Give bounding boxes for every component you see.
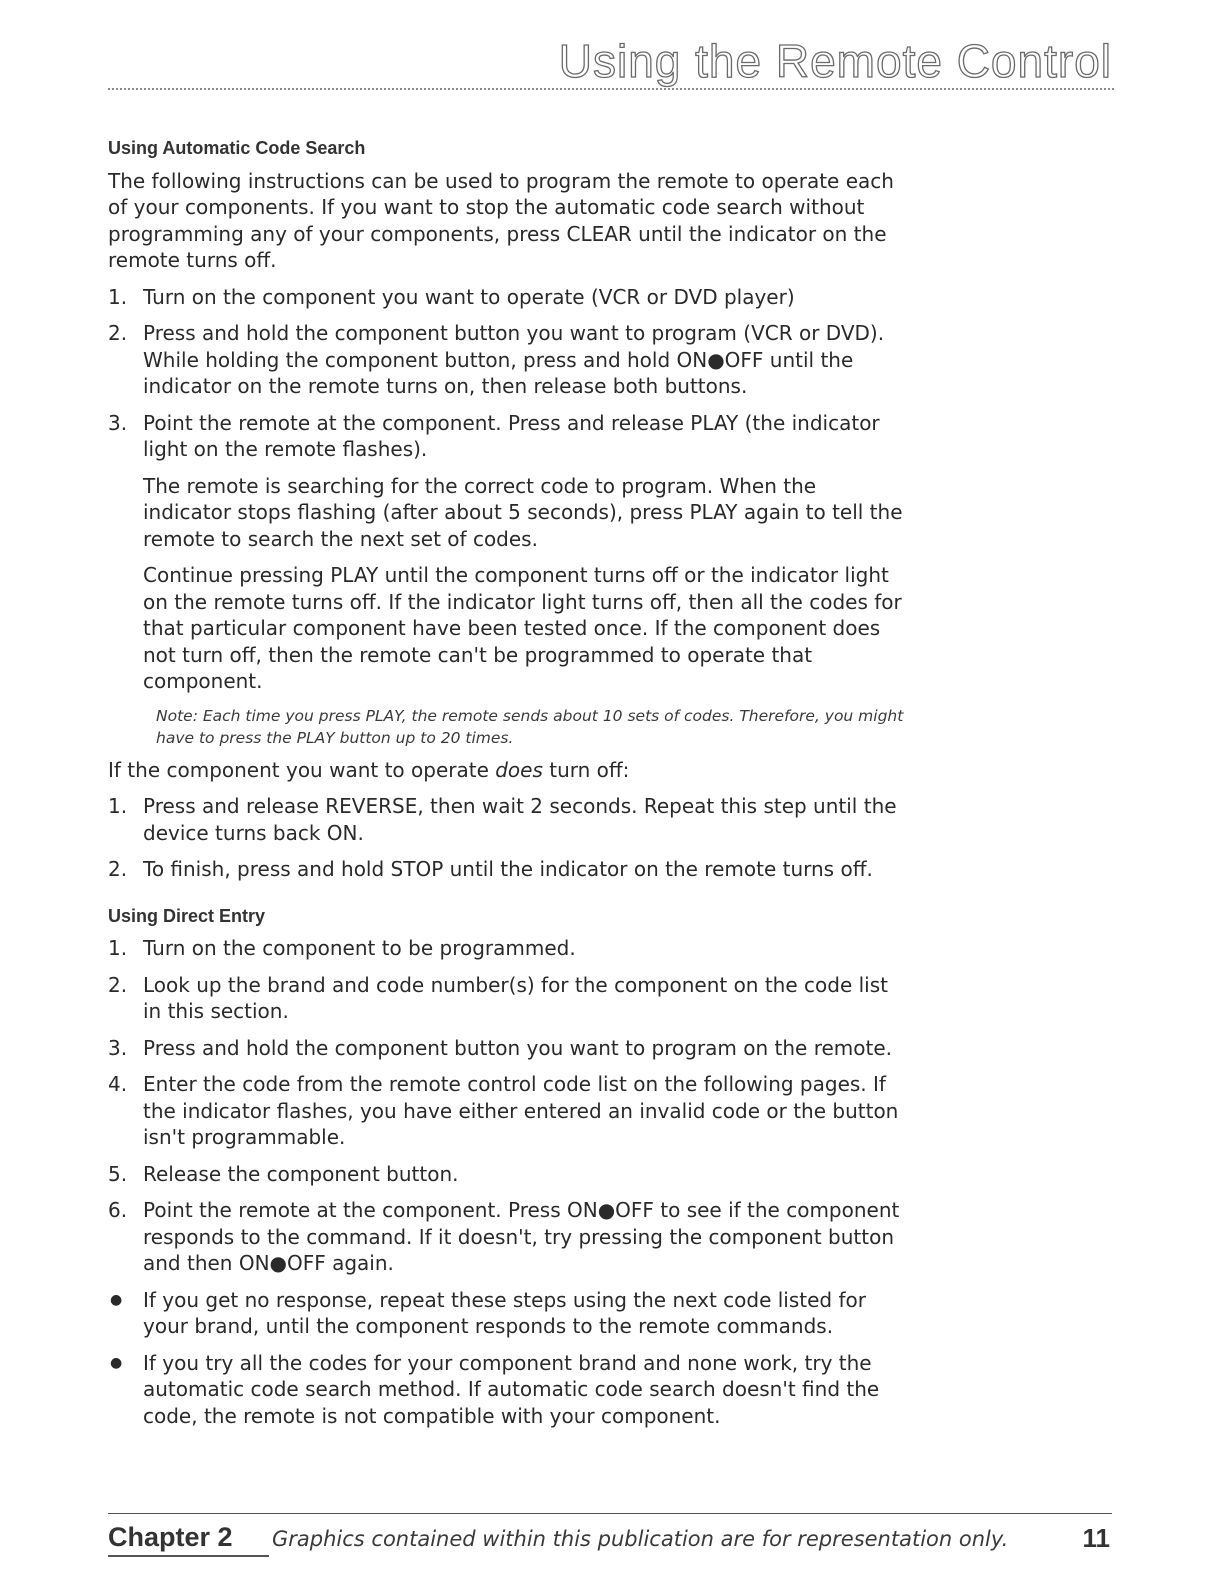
note-text: Note: Each time you press PLAY, the remote sends about 10 sets of codes. Therefore, you might have to press the PLAY button up to 20 times. [156, 706, 904, 747]
step-number: 4. [108, 1072, 128, 1096]
step-text: Look up the brand and code number(s) for the component on the code list in this section. [143, 972, 888, 1023]
page-number: 11 [1082, 1523, 1110, 1553]
bullet-icon: ● [110, 1291, 123, 1308]
turn-off-steps [108, 793, 908, 883]
step-text: Release the component button. [143, 1161, 459, 1186]
list-item [108, 1287, 908, 1340]
step-number: 6. [108, 1198, 128, 1222]
step-number: 1. [108, 284, 128, 309]
step-number: 2. [108, 972, 128, 997]
list-item [108, 793, 908, 846]
turn-off-lead-emphasis: does [495, 757, 543, 782]
direct-entry-steps [108, 935, 908, 1277]
list-item [108, 856, 908, 883]
step-text: Point the remote at the component. Press ON●OFF to see if the component responds to the command. If it doesn't, try pressing the component button and then ON●OFF again. [143, 1198, 900, 1275]
auto-search-steps [108, 284, 908, 695]
step-number: 3. [108, 410, 128, 435]
footer-divider [108, 1513, 1112, 1514]
step-number: 2. [108, 857, 128, 881]
chapter-label: Chapter 2 [108, 1522, 269, 1557]
list-item [108, 935, 908, 962]
list-item [108, 1035, 908, 1062]
step-number: 5. [108, 1161, 128, 1186]
list-item [108, 410, 908, 695]
footer-note: Graphics contained within this publication are for representation only. [272, 1527, 1009, 1551]
step-text: To finish, press and hold STOP until the indicator on the remote turns off. [143, 857, 873, 881]
turn-off-lead-end: turn off: [542, 757, 630, 782]
step-number: 1. [108, 794, 128, 818]
list-item [108, 284, 908, 311]
main-content [108, 135, 908, 1439]
list-item [108, 1350, 908, 1430]
step-text: Press and hold the component button you want to program on the remote. [143, 1035, 893, 1060]
section-heading-direct-entry: Using Direct Entry [108, 905, 266, 926]
turn-off-lead-start: If the component you want to operate [108, 757, 496, 782]
list-item [108, 1161, 908, 1188]
step-text: Turn on the component to be programmed. [143, 936, 576, 960]
step-detail: Continue pressing PLAY until the component turns off or the indicator light on the remote turns off. If the indicator light turns off, then all the codes for that particular component have been tested once. If the component does not turn off, then the remote can't be programmed to operate that component. [143, 563, 902, 693]
list-item [108, 1071, 908, 1151]
step-text: Press and hold the component button you want to program (VCR or DVD). While holding the component button, press and hold ON●OFF until the indicator on the remote turns on, then release both buttons. [143, 321, 885, 398]
step-number: 1. [108, 936, 128, 960]
step-number: 2. [108, 321, 128, 345]
bullet-text: If you try all the codes for your component brand and none work, try the automatic code search method. If automatic code search doesn't find the code, the remote is not compatible with your component. [143, 1350, 880, 1428]
step-text: Enter the code from the remote control code list on the following pages. If the indicator flashes, you have either entered an invalid code or the button isn't programmable. [143, 1072, 899, 1149]
step-number: 3. [108, 1035, 128, 1060]
bullet-icon: ● [110, 1354, 123, 1371]
turn-off-lead [108, 757, 908, 784]
list-item [108, 1197, 908, 1277]
title-divider [108, 88, 1114, 90]
step-text: Press and release REVERSE, then wait 2 seconds. Repeat this step until the device turns back ON. [143, 794, 897, 845]
list-item [108, 972, 908, 1025]
bullet-text: If you get no response, repeat these steps using the next code listed for your brand, until the component responds to the remote commands. [143, 1287, 866, 1338]
section-heading-auto-search: Using Automatic Code Search [108, 138, 366, 158]
page-title: Using the Remote Control [558, 35, 1112, 87]
direct-entry-tips [108, 1287, 908, 1430]
step-text: Point the remote at the component. Press and release PLAY (the indicator light on the remote flashes). [143, 410, 880, 461]
auto-search-intro: The following instructions can be used to program the remote to operate each of your components. If you want to stop the automatic code search without programming any of your components, press CLEAR until the indicator on the remote turns off. [108, 168, 894, 272]
list-item [108, 320, 908, 400]
step-detail: The remote is searching for the correct code to program. When the indicator stops flashing (after about 5 seconds), press PLAY again to tell the remote to search the next set of codes. [143, 473, 903, 551]
step-text: Turn on the component you want to operate (VCR or DVD player) [143, 284, 795, 309]
